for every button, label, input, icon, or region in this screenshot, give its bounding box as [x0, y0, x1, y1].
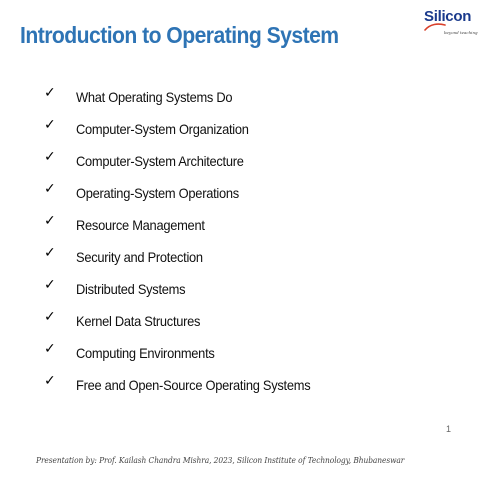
list-item-label: Security and Protection [76, 249, 203, 265]
footer-credit: Presentation by: Prof. Kailash Chandra Mishra, 2023, Silicon Institute of Technology, Bhubaneswar [36, 456, 405, 466]
list-item-label: What Operating Systems Do [76, 89, 233, 105]
page-number: 1 [446, 424, 452, 434]
checkmark-icon: ✓ [44, 85, 56, 101]
list-item [44, 273, 331, 305]
logo-wordmark: Silicon [424, 8, 472, 25]
logo-swoosh-icon [424, 22, 446, 32]
checkmark-icon: ✓ [44, 149, 56, 165]
checkmark-icon: ✓ [44, 213, 56, 229]
list-item [44, 369, 331, 401]
list-item [44, 337, 331, 369]
checkmark-icon: ✓ [44, 373, 56, 389]
list-item-label: Computer-System Architecture [76, 153, 244, 169]
list-item [44, 81, 331, 113]
checkmark-icon: ✓ [44, 341, 56, 357]
checkmark-icon: ✓ [44, 309, 56, 325]
institute-logo [424, 8, 476, 42]
list-item-label: Resource Management [76, 217, 205, 233]
list-item-label: Distributed Systems [76, 281, 186, 297]
checkmark-icon: ✓ [44, 277, 56, 293]
list-item [44, 113, 331, 145]
list-item [44, 177, 331, 209]
list-item [44, 305, 331, 337]
topic-list [44, 81, 331, 401]
list-item-label: Operating-System Operations [76, 185, 239, 201]
slide-title: Introduction to Operating System [20, 22, 339, 48]
list-item-label: Kernel Data Structures [76, 313, 201, 329]
checkmark-icon: ✓ [44, 245, 56, 261]
checkmark-icon: ✓ [44, 181, 56, 197]
list-item-label: Computing Environments [76, 345, 215, 361]
list-item-label: Computer-System Organization [76, 121, 249, 137]
list-item-label: Free and Open-Source Operating Systems [76, 377, 311, 393]
checkmark-icon: ✓ [44, 117, 56, 133]
list-item [44, 241, 331, 273]
logo-tagline: beyond teaching [444, 30, 478, 35]
list-item [44, 209, 331, 241]
list-item [44, 145, 331, 177]
